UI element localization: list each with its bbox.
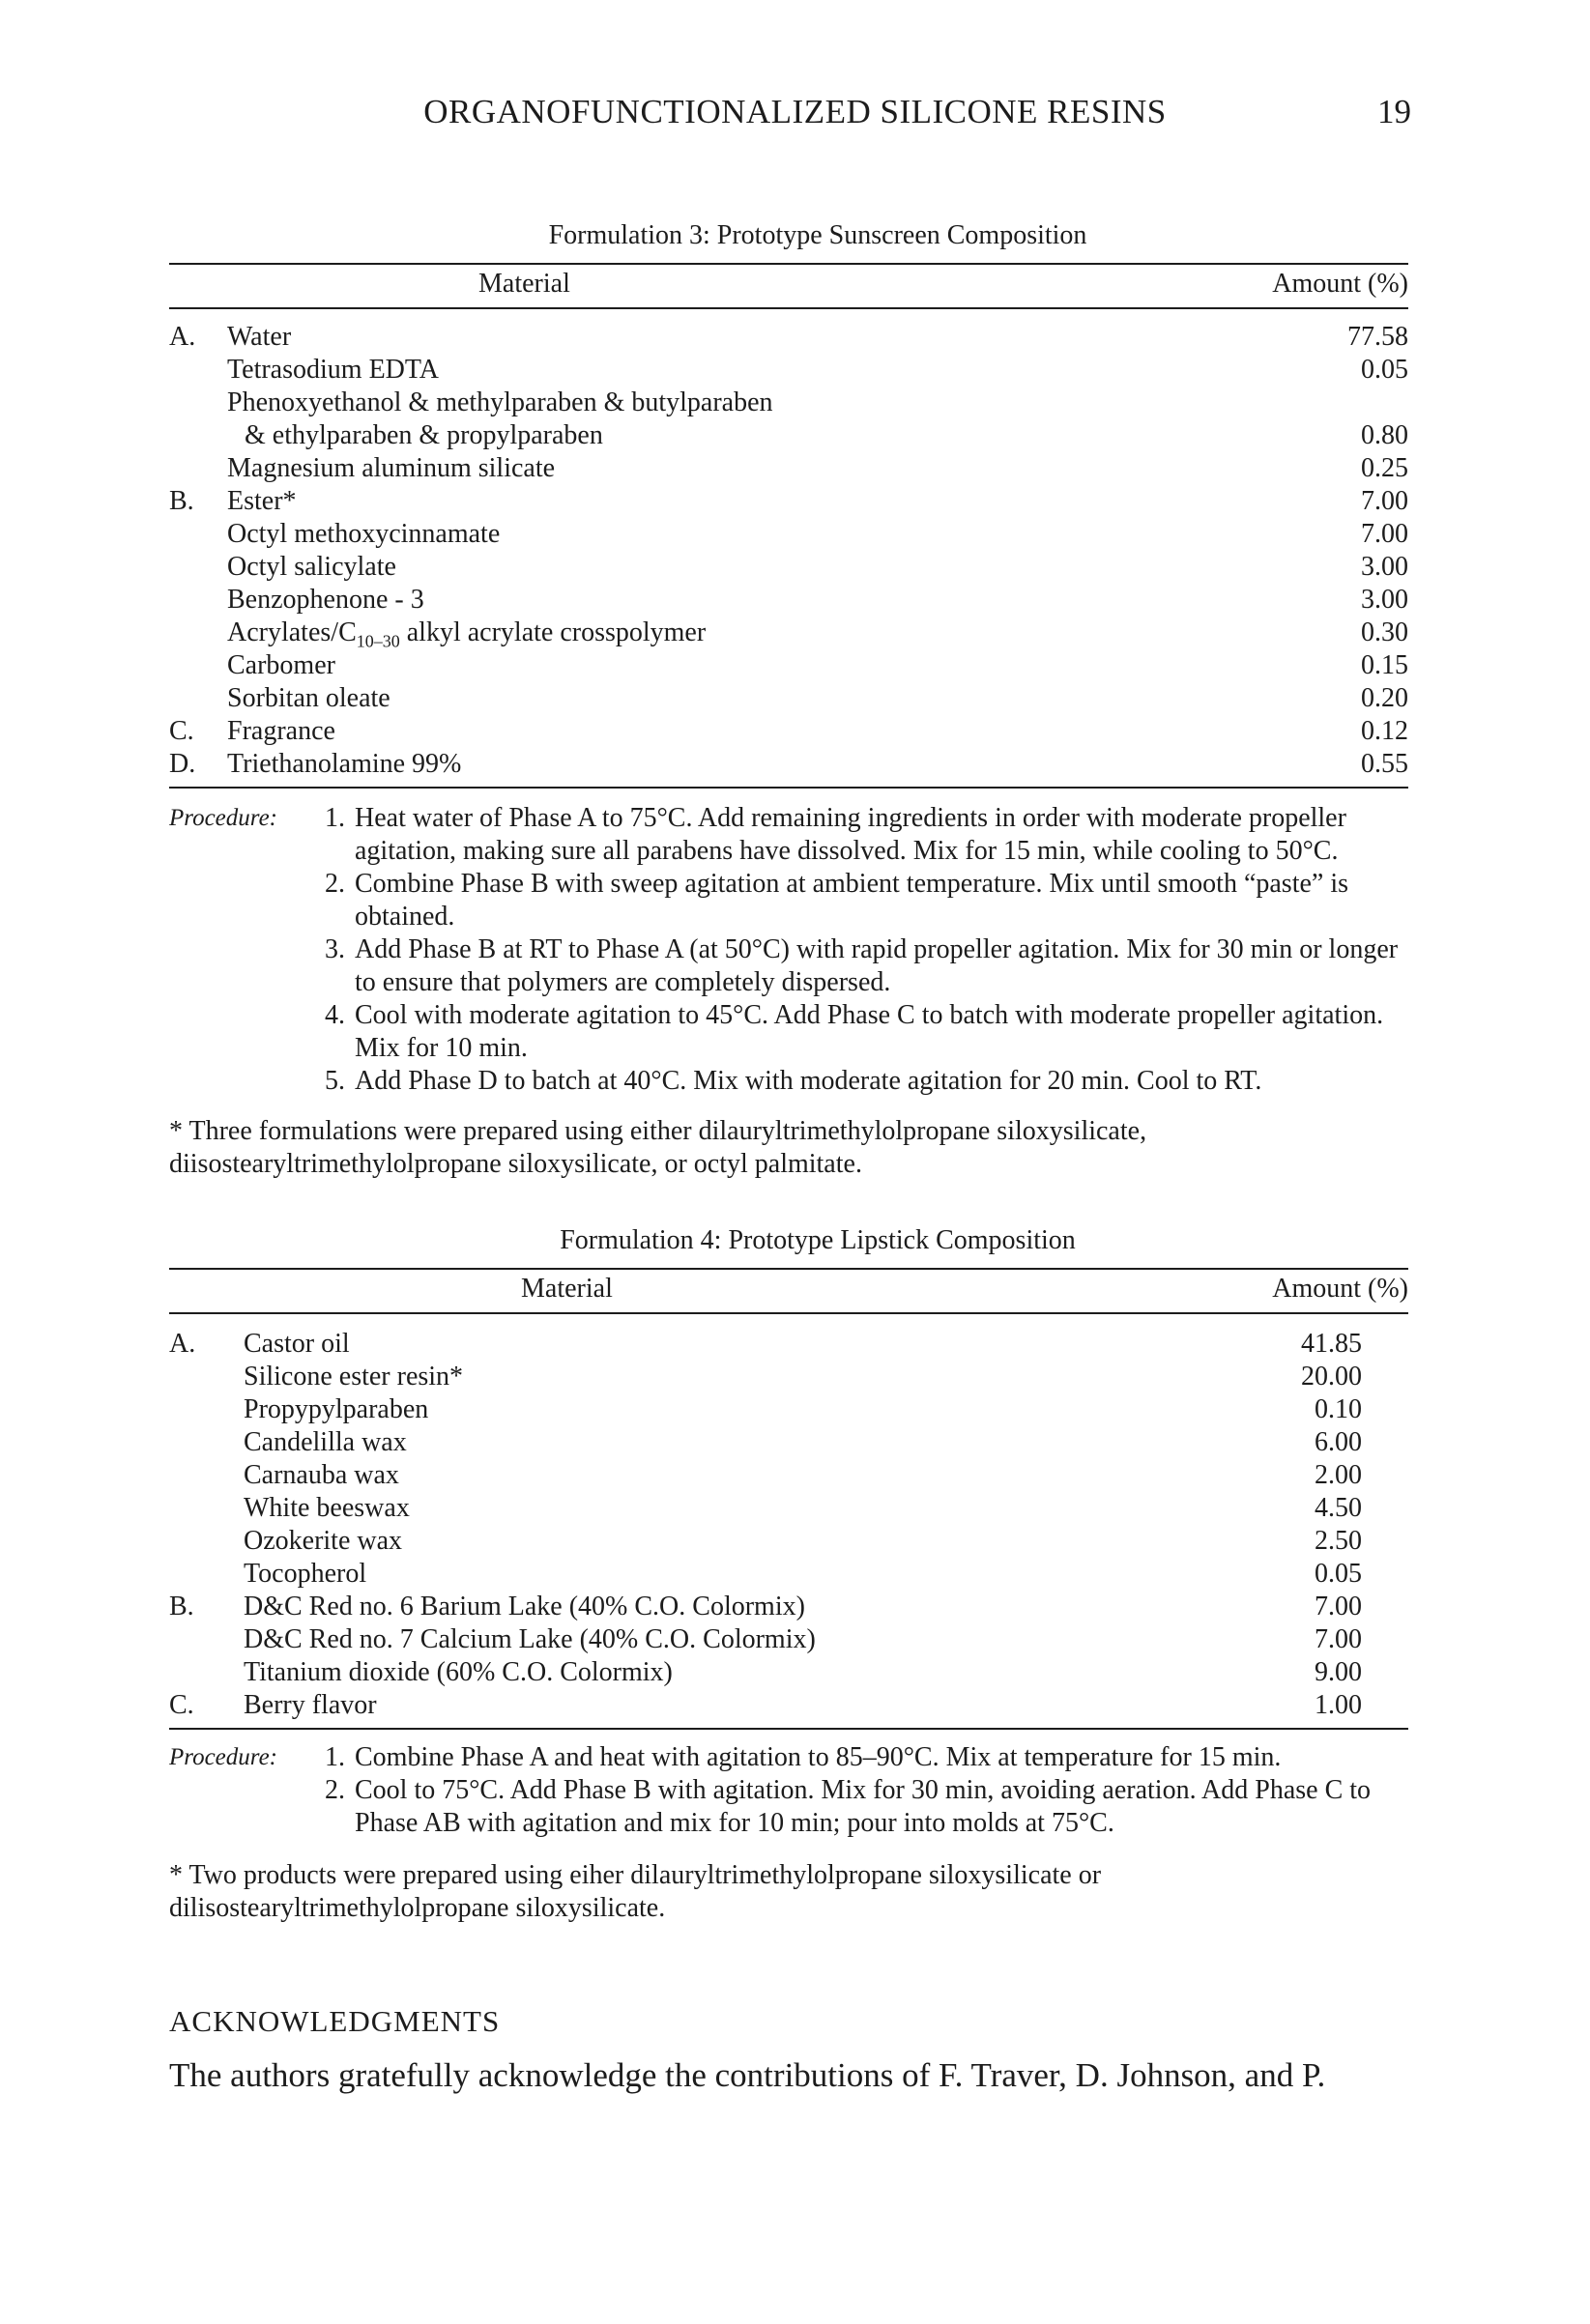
table-row — [169, 1558, 1408, 1591]
material-name: Octyl methoxycinnamate — [227, 519, 501, 549]
procedure — [169, 1741, 1408, 1840]
material-name: Silicone ester resin* — [244, 1362, 464, 1392]
material-name: Phenoxyethanol & methylparaben & butylparaben — [227, 387, 773, 417]
procedure-step — [169, 933, 1408, 999]
material-name: Titanium dioxide (60% C.O. Colormix) — [244, 1657, 673, 1687]
table-caption: Formulation 4: Prototype Lipstick Composition — [560, 1225, 1076, 1255]
table-body — [169, 1328, 1408, 1722]
acknowledgments — [169, 2004, 1408, 2095]
procedure-label — [169, 999, 309, 1065]
amount-value: 6.00 — [1315, 1427, 1362, 1457]
page-number: 19 — [1377, 93, 1411, 130]
phase-label: C. — [169, 1690, 194, 1720]
running-title: ORGANOFUNCTIONALIZED SILICONE RESINS — [423, 93, 1167, 130]
step-number: 2. — [325, 869, 345, 899]
procedure-label: Procedure: — [169, 805, 277, 831]
table-row — [169, 485, 1408, 518]
procedure-step — [169, 802, 1408, 868]
material-name: Triethanolamine 99% — [227, 749, 462, 779]
amount-value: 1.00 — [1315, 1690, 1362, 1720]
phase-label: B. — [169, 1592, 194, 1621]
formulation-4 — [169, 1225, 1408, 1925]
amount-value: 7.00 — [1315, 1592, 1362, 1621]
amount-value: 4.50 — [1315, 1493, 1362, 1523]
phase-label: A. — [169, 1329, 196, 1359]
footnote: * Two products were prepared using eiher dilauryltrimethylolpropane siloxysilicate or dilisostearyltrimethylolpropane siloxysilicate. — [169, 1860, 1102, 1923]
table-row — [169, 1328, 1408, 1361]
step-number: 1. — [325, 1742, 345, 1772]
acknowledgments-text: The authors gratefully acknowledge the contributions of F. Traver, D. Johnson, and P. — [169, 2056, 1326, 2094]
material-subscript: 10–30 — [356, 631, 400, 651]
procedure-step — [169, 1741, 1408, 1774]
amount-value: 0.30 — [1361, 617, 1408, 647]
step-number: 3. — [325, 934, 345, 964]
material-name: Octyl salicylate — [227, 552, 396, 582]
table-row — [169, 1656, 1408, 1689]
amount-value: 0.05 — [1361, 355, 1408, 385]
amount-value: 3.00 — [1361, 585, 1408, 615]
table-body — [169, 321, 1408, 781]
formulation-3 — [169, 220, 1408, 1181]
amount-value: 0.80 — [1361, 420, 1408, 450]
column-header-amount: Amount (%) — [1272, 269, 1408, 299]
table-header-rule — [169, 307, 1408, 309]
table-header-rule — [169, 1312, 1408, 1314]
step-text: Combine Phase A and heat with agitation to 85–90°C. Mix at temperature for 15 min. — [355, 1742, 1282, 1772]
step-text: Cool with moderate agitation to 45°C. Add Phase C to batch with moderate propeller agitation. Mix for 10 min. — [355, 1000, 1384, 1063]
table-header — [169, 1270, 1408, 1312]
step-text: Combine Phase B with sweep agitation at ambient temperature. Mix until smooth “paste” is obtained. — [355, 869, 1349, 932]
amount-value: 7.00 — [1315, 1624, 1362, 1654]
amount-value: 0.15 — [1361, 650, 1408, 680]
table-row — [169, 1689, 1408, 1722]
material-name: Carbomer — [227, 650, 335, 680]
table-bottom-rule — [169, 787, 1408, 789]
material-text: Acrylates/C — [227, 617, 357, 647]
amount-value: 0.20 — [1361, 683, 1408, 713]
material-name: Castor oil — [244, 1329, 350, 1359]
amount-value: 0.10 — [1315, 1394, 1362, 1424]
phase-label: D. — [169, 749, 196, 779]
step-text: Add Phase B at RT to Phase A (at 50°C) with rapid propeller agitation. Mix for 30 min or longer to ensure that polymers are completely dispersed. — [355, 934, 1399, 997]
procedure-label: Procedure: — [169, 1744, 277, 1770]
table-row — [169, 1459, 1408, 1492]
table-row — [169, 354, 1408, 387]
section-heading: ACKNOWLEDGMENTS — [169, 2004, 501, 2038]
material-name: Carnauba wax — [244, 1460, 399, 1490]
procedure-label — [169, 868, 309, 933]
material-text-rest: alkyl acrylate crosspolymer — [399, 617, 707, 647]
table-row — [169, 419, 1408, 452]
step-number: 4. — [325, 1000, 345, 1030]
step-number: 1. — [325, 803, 345, 833]
material-name: Ozokerite wax — [244, 1526, 403, 1556]
material-name: Magnesium aluminum silicate — [227, 453, 556, 483]
table-row — [169, 1591, 1408, 1623]
step-number: 5. — [325, 1066, 345, 1096]
step-text: Heat water of Phase A to 75°C. Add remaining ingredients in order with moderate propeller agitation, making sure all parabens have dissolved. Mix for 15 min, while cooling to 50°C. — [355, 803, 1346, 866]
table-row — [169, 1426, 1408, 1459]
table-row — [169, 1361, 1408, 1393]
procedure-label — [169, 1065, 309, 1098]
amount-value: 0.55 — [1361, 749, 1408, 779]
table-bottom-rule — [169, 1728, 1408, 1730]
amount-value: 0.25 — [1361, 453, 1408, 483]
footnote: * Three formulations were prepared using either dilauryltrimethylolpropane siloxysilicate, diisostearyltrimethylolpropane siloxysilicate, or octyl palmitate. — [169, 1116, 1147, 1179]
procedure-step — [169, 1774, 1408, 1840]
table-row — [169, 387, 1408, 419]
table-header — [169, 265, 1408, 307]
column-header-material: Material — [478, 269, 570, 299]
material-name: Sorbitan oleate — [227, 683, 390, 713]
amount-value: 7.00 — [1361, 519, 1408, 549]
table-row — [169, 321, 1408, 354]
table-row — [169, 715, 1408, 748]
phase-label: C. — [169, 716, 194, 746]
table-row — [169, 748, 1408, 781]
amount-value: 0.12 — [1361, 716, 1408, 746]
amount-value: 2.00 — [1315, 1460, 1362, 1490]
amount-value: 2.50 — [1315, 1526, 1362, 1556]
table-row — [169, 649, 1408, 682]
material-name: Candelilla wax — [244, 1427, 407, 1457]
phase-label: B. — [169, 486, 194, 516]
amount-value: 3.00 — [1361, 552, 1408, 582]
table-row — [169, 1623, 1408, 1656]
column-header-amount: Amount (%) — [1272, 1274, 1408, 1304]
material-name: D&C Red no. 7 Calcium Lake (40% C.O. Colormix) — [244, 1624, 816, 1654]
amount-value: 7.00 — [1361, 486, 1408, 516]
table-row — [169, 617, 1408, 649]
procedure-step — [169, 1065, 1408, 1098]
material-name: Fragrance — [227, 716, 335, 746]
step-number: 2. — [325, 1775, 345, 1805]
table-row — [169, 551, 1408, 584]
column-header-material: Material — [521, 1274, 613, 1304]
running-head — [0, 93, 1590, 141]
material-name: Berry flavor — [244, 1690, 377, 1720]
procedure-step — [169, 868, 1408, 933]
material-name: D&C Red no. 6 Barium Lake (40% C.O. Colormix) — [244, 1592, 805, 1621]
table-row — [169, 584, 1408, 617]
step-text: Add Phase D to batch at 40°C. Mix with moderate agitation for 20 min. Cool to RT. — [355, 1066, 1262, 1096]
procedure-label — [169, 933, 309, 999]
amount-value: 0.05 — [1315, 1559, 1362, 1589]
table-row — [169, 518, 1408, 551]
procedure-step — [169, 999, 1408, 1065]
material-name: Ester* — [227, 486, 297, 516]
material-name: Benzophenone - 3 — [227, 585, 424, 615]
table-caption: Formulation 3: Prototype Sunscreen Composition — [548, 220, 1087, 250]
material-name: Tocopherol — [244, 1559, 367, 1589]
step-text: Cool to 75°C. Add Phase B with agitation. Mix for 30 min, avoiding aeration. Add Phase C to Phase AB with agitation and mix for 10 min; pour into molds at 75°C. — [355, 1775, 1372, 1838]
procedure-label — [169, 1774, 309, 1840]
table-row — [169, 452, 1408, 485]
table-row — [169, 1525, 1408, 1558]
material-name: & ethylparaben & propylparaben — [245, 420, 603, 450]
table-row — [169, 682, 1408, 715]
material-name: White beeswax — [244, 1493, 410, 1523]
amount-value: 41.85 — [1301, 1329, 1362, 1359]
material-name: Tetrasodium EDTA — [227, 355, 439, 385]
amount-value: 9.00 — [1315, 1657, 1362, 1687]
table-row — [169, 1393, 1408, 1426]
material-name: Water — [227, 322, 292, 352]
phase-label: A. — [169, 322, 196, 352]
amount-value: 77.58 — [1347, 322, 1408, 352]
material-name: Propypylparaben — [244, 1394, 429, 1424]
table-row — [169, 1492, 1408, 1525]
procedure — [169, 802, 1408, 1098]
amount-value: 20.00 — [1301, 1362, 1362, 1392]
